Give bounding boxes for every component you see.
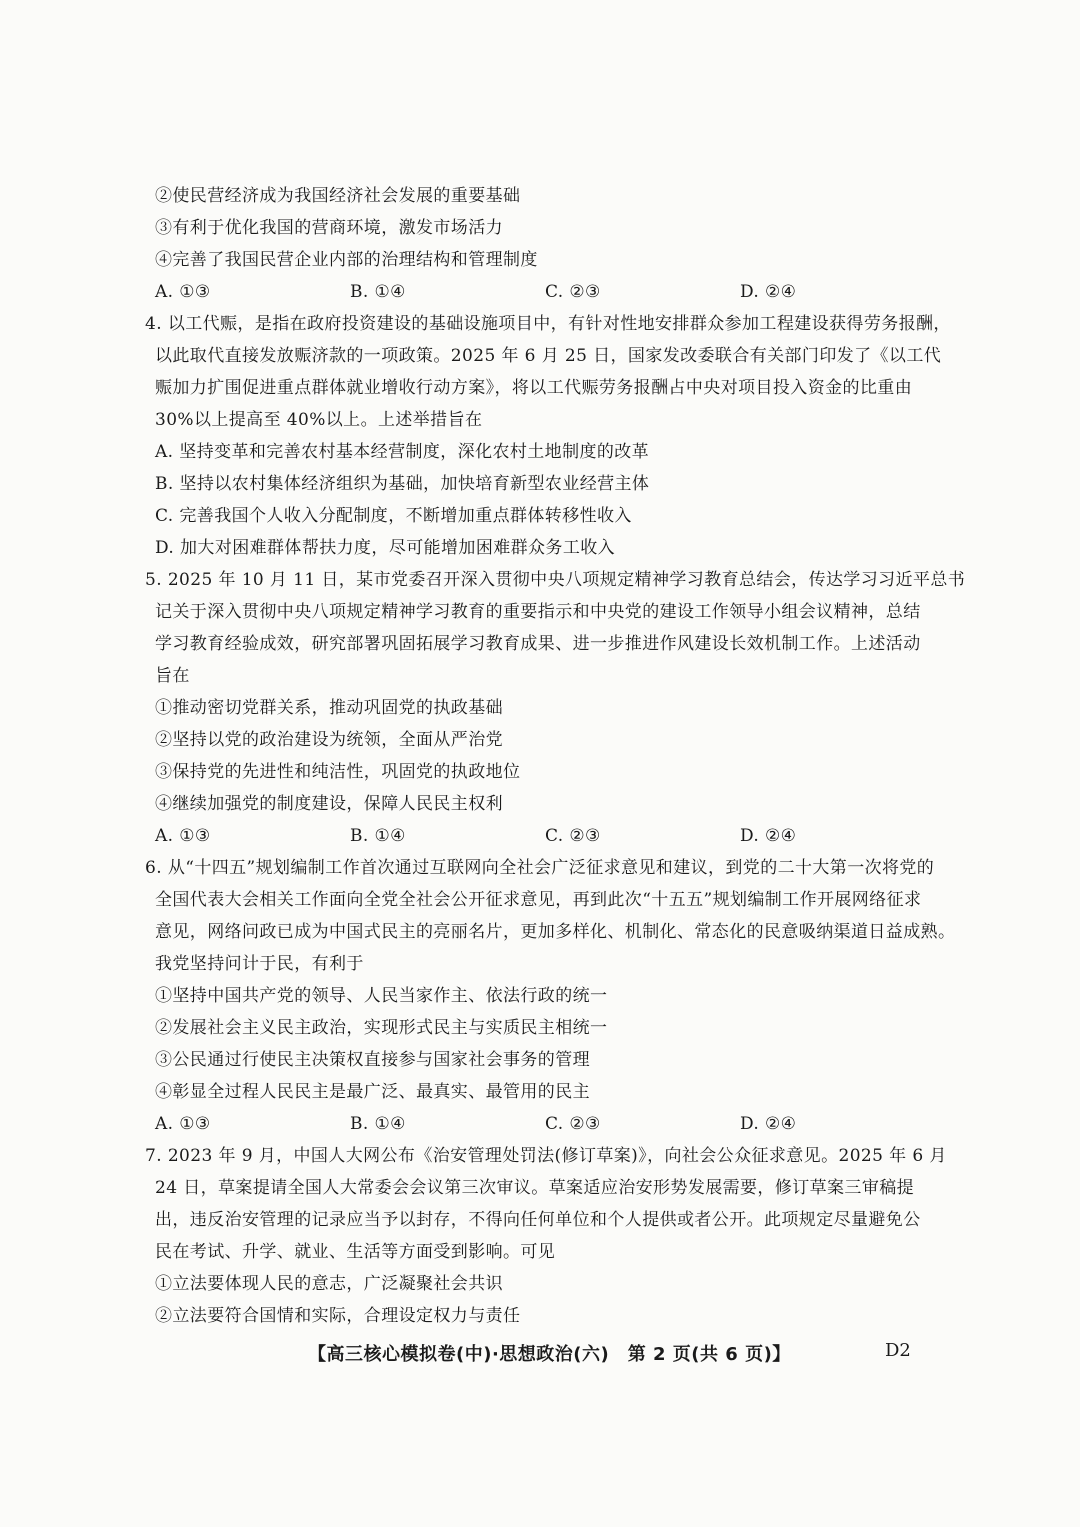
q5-option-c: C. ②③ xyxy=(545,826,601,846)
q4-choice-b: B. 坚持以农村集体经济组织为基础，加快培育新型农业经营主体 xyxy=(155,474,650,494)
q3-item-4: ④完善了我国民营企业内部的治理结构和管理制度 xyxy=(155,250,538,270)
q5-stem-line: 记关于深入贯彻中央八项规定精神学习教育的重要指示和中央党的建设工作领导小组会议精神，总结 xyxy=(155,602,921,622)
q7-stem-line: 7. 2023 年 9 月，中国人大网公布《治安管理处罚法(修订草案)》，向社会公众征求意见。2025 年 6 月 xyxy=(145,1146,947,1166)
q6-option-c: C. ②③ xyxy=(545,1114,601,1134)
q3-options xyxy=(145,276,935,308)
q7-item-1: ①立法要体现人民的意志，广泛凝聚社会共识 xyxy=(155,1274,503,1294)
q5-stem-line: 旨在 xyxy=(155,666,190,686)
q4-choice-c: C. 完善我国个人收入分配制度，不断增加重点群体转移性收入 xyxy=(155,506,632,526)
footer-title: 【高三核心模拟卷(中)·思想政治(六) 第 2 页(共 6 页)】 xyxy=(308,1344,791,1365)
q4-choice-a: A. 坚持变革和完善农村基本经营制度，深化农村土地制度的改革 xyxy=(155,442,650,462)
q6-stem-line: 我党坚持问计于民，有利于 xyxy=(155,954,364,974)
q3-option-d: D. ②④ xyxy=(740,282,797,302)
q5-option-b: B. ①④ xyxy=(350,826,406,846)
q4-stem-line: 4. 以工代赈，是指在政府投资建设的基础设施项目中，有针对性地安排群众参加工程建设获得劳务报酬， xyxy=(145,314,951,334)
q6-stem-line: 6. 从“十四五”规划编制工作首次通过互联网向全社会广泛征求意见和建议，到党的二十大第一次将党的 xyxy=(145,858,935,878)
q6-options xyxy=(145,1108,935,1140)
q3-option-b: B. ①④ xyxy=(350,282,406,302)
q6-option-b: B. ①④ xyxy=(350,1114,406,1134)
footer-code: D2 xyxy=(885,1340,911,1361)
q6-item-4: ④彰显全过程人民民主是最广泛、最真实、最管用的民主 xyxy=(155,1082,590,1102)
q4-stem-line: 以此取代直接发放赈济款的一项政策。2025 年 6 月 25 日，国家发改委联合有关部门印发了《以工代 xyxy=(155,346,942,366)
q5-stem-line: 5. 2025 年 10 月 11 日，某市党委召开深入贯彻中央八项规定精神学习教育总结会，传达学习习近平总书 xyxy=(145,570,966,590)
page-content xyxy=(145,180,966,1332)
q3-option-c: C. ②③ xyxy=(545,282,601,302)
q5-item-1: ①推动密切党群关系，推动巩固党的执政基础 xyxy=(155,698,503,718)
q6-stem-line: 意见，网络问政已成为中国式民主的亮丽名片，更加多样化、机制化、常态化的民意吸纳渠道日益成熟。 xyxy=(155,922,956,942)
q6-item-2: ②发展社会主义民主政治，实现形式民主与实质民主相统一 xyxy=(155,1018,608,1038)
q5-option-d: D. ②④ xyxy=(740,826,797,846)
q7-stem-line: 出，违反治安管理的记录应当予以封存，不得向任何单位和个人提供或者公开。此项规定尽量避免公 xyxy=(155,1210,921,1230)
q3-option-a: A. ①③ xyxy=(155,282,211,302)
q7-stem-line: 24 日，草案提请全国人大常委会会议第三次审议。草案适应治安形势发展需要，修订草案三审稿提 xyxy=(155,1178,915,1198)
q6-option-a: A. ①③ xyxy=(155,1114,211,1134)
q6-stem-line: 全国代表大会相关工作面向全党全社会公开征求意见，再到此次“十五五”规划编制工作开展网络征求 xyxy=(155,890,922,910)
q5-option-a: A. ①③ xyxy=(155,826,211,846)
q4-stem-line: 赈加力扩围促进重点群体就业增收行动方案》，将以工代赈劳务报酬占中央对项目投入资金的比重由 xyxy=(155,378,913,398)
q4-stem-line: 30%以上提高至 40%以上。上述举措旨在 xyxy=(155,410,483,430)
q5-item-2: ②坚持以党的政治建设为统领，全面从严治党 xyxy=(155,730,503,750)
q6-item-1: ①坚持中国共产党的领导、人民当家作主、依法行政的统一 xyxy=(155,986,608,1006)
q5-item-4: ④继续加强党的制度建设，保障人民民主权利 xyxy=(155,794,503,814)
q7-stem-line: 民在考试、升学、就业、生活等方面受到影响。可见 xyxy=(155,1242,556,1262)
q5-stem-line: 学习教育经验成效，研究部署巩固拓展学习教育成果、进一步推进作风建设长效机制工作。上述活动 xyxy=(155,634,921,654)
q7-item-2: ②立法要符合国情和实际，合理设定权力与责任 xyxy=(155,1306,521,1326)
q6-item-3: ③公民通过行使民主决策权直接参与国家社会事务的管理 xyxy=(155,1050,590,1070)
q5-item-3: ③保持党的先进性和纯洁性，巩固党的执政地位 xyxy=(155,762,521,782)
q6-option-d: D. ②④ xyxy=(740,1114,797,1134)
q3-item-2: ②使民营经济成为我国经济社会发展的重要基础 xyxy=(155,186,521,206)
q4-choice-d: D. 加大对困难群体帮扶力度，尽可能增加困难群众务工收入 xyxy=(155,538,616,558)
q3-item-3: ③有利于优化我国的营商环境，激发市场活力 xyxy=(155,218,503,238)
q5-options xyxy=(145,820,935,852)
